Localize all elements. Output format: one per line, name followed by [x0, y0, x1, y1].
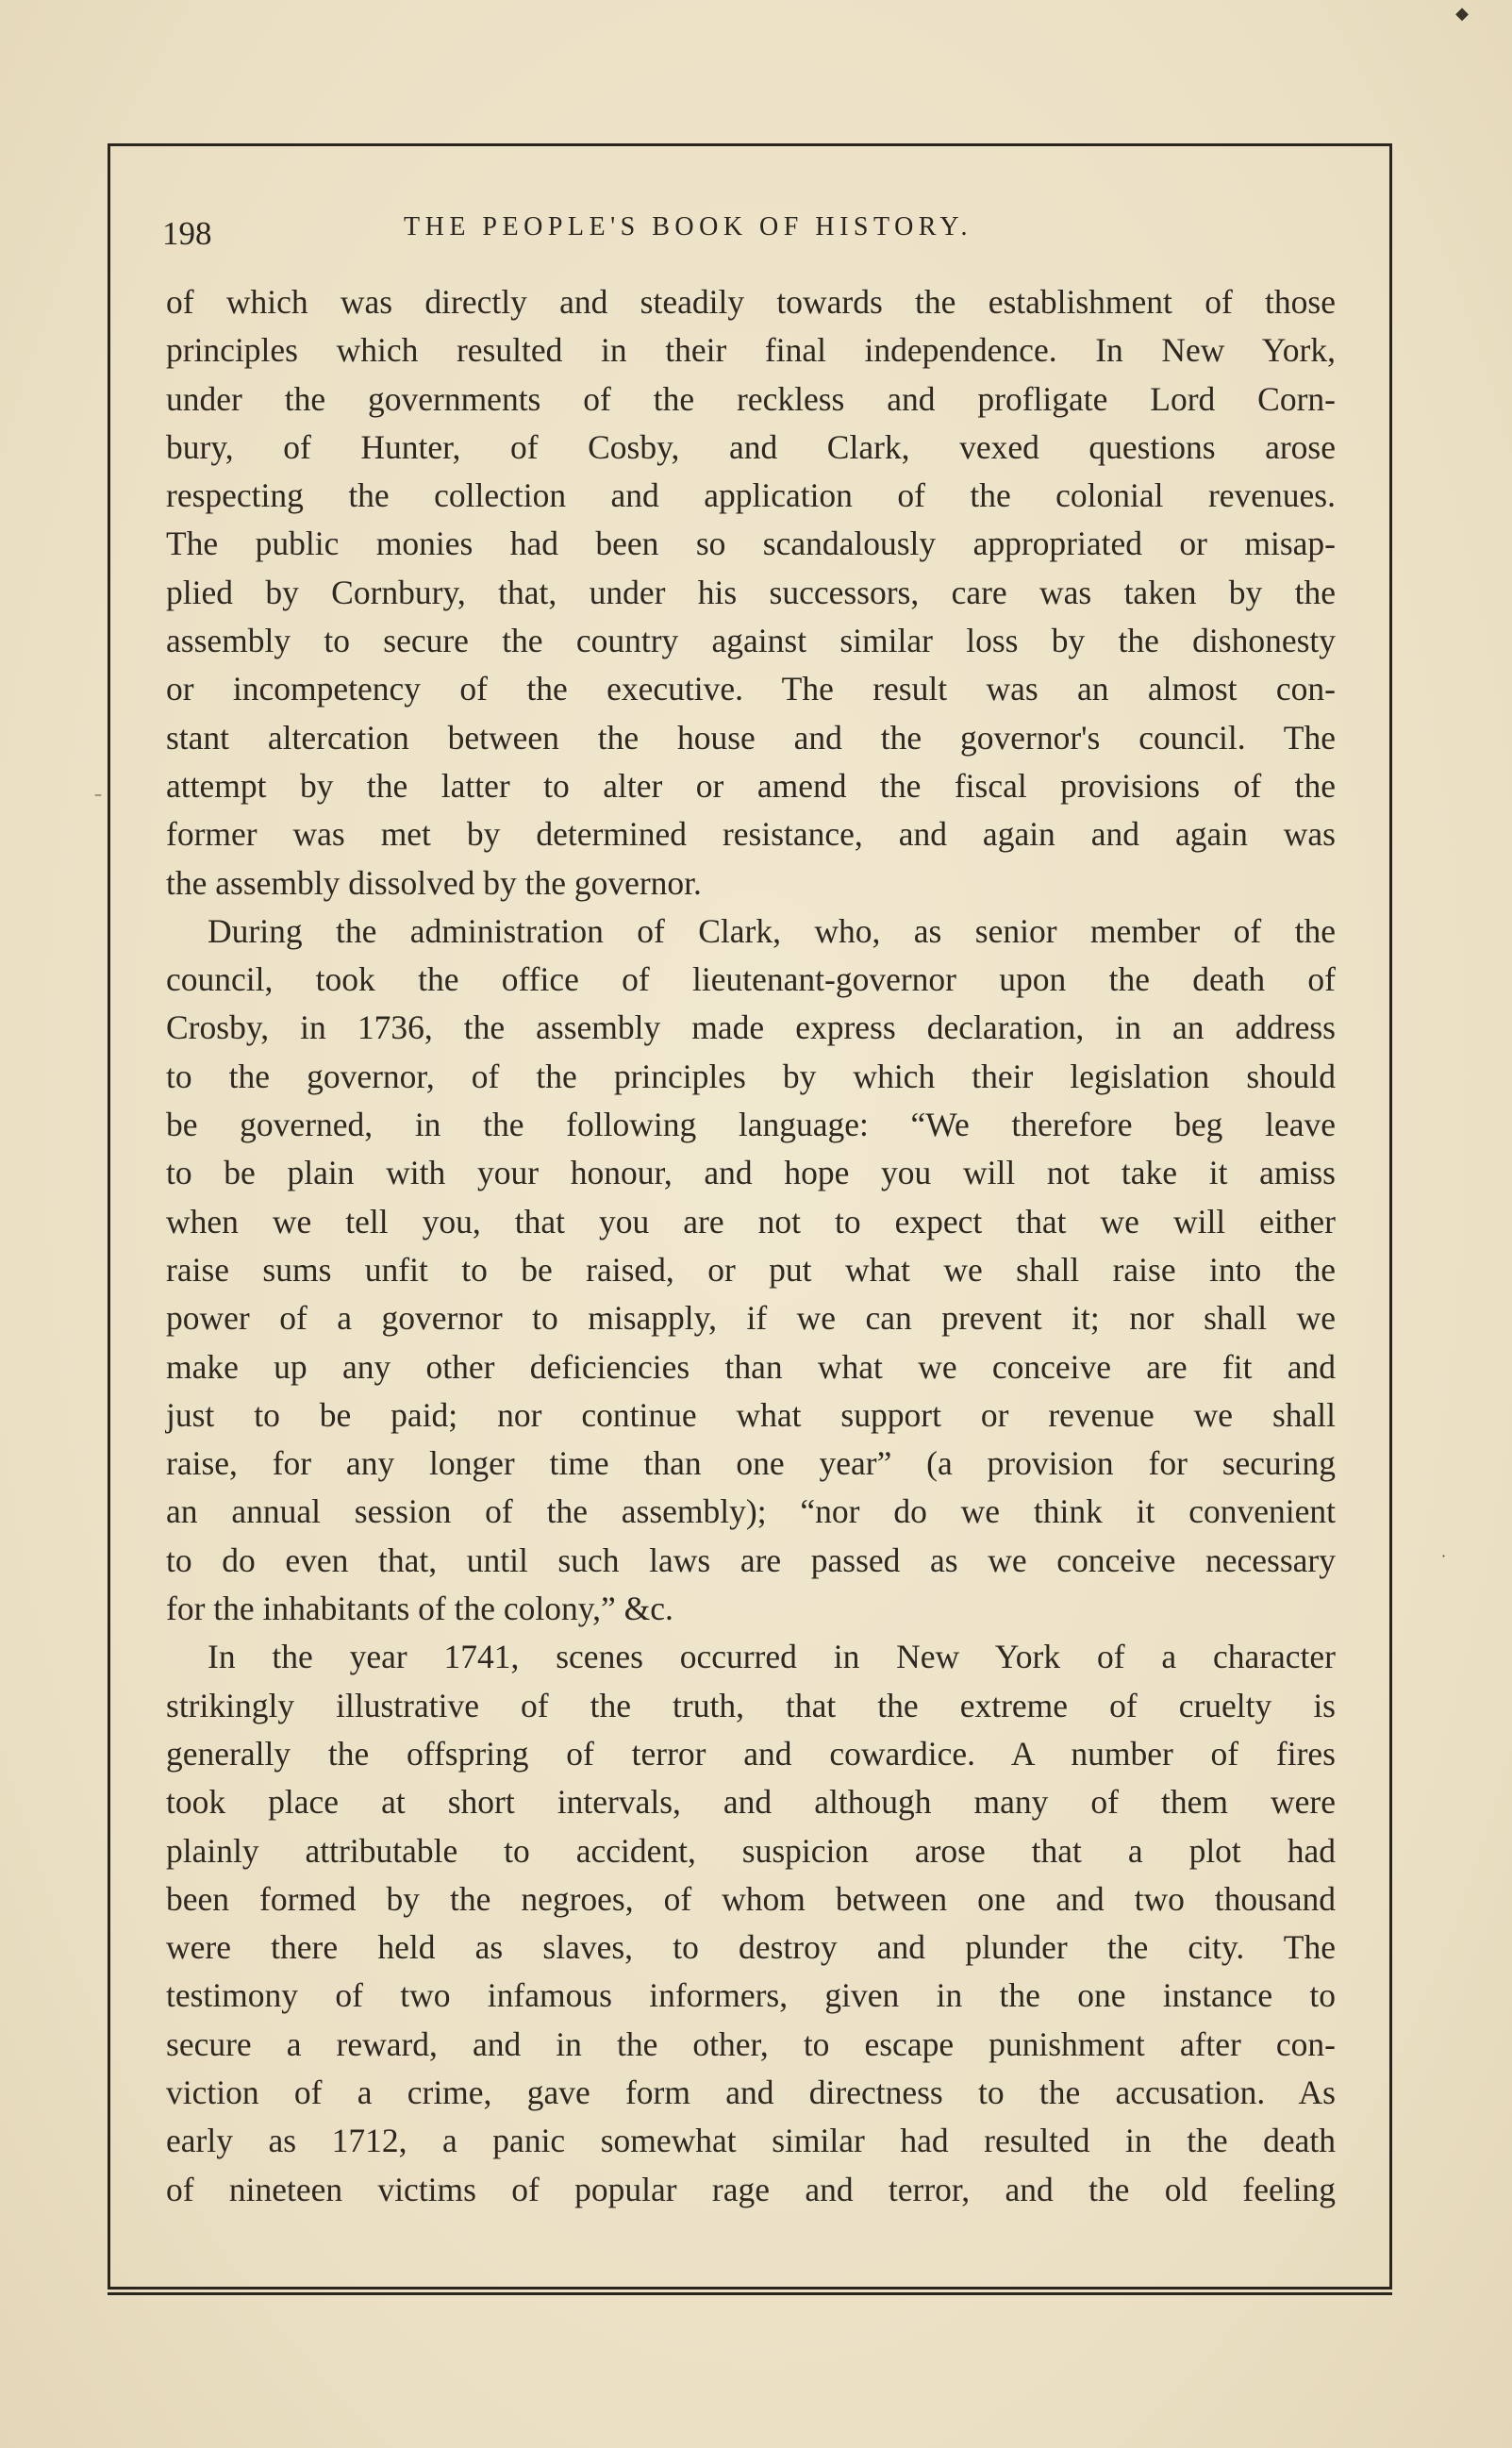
text-line: testimony of two infamous informers, given in the one instance to	[166, 1976, 1336, 2015]
text-line: early as 1712, a panic somewhat similar had resulted in the death	[166, 2122, 1336, 2160]
text-line: be governed, in the following language: “We therefore beg leave	[166, 1106, 1336, 1144]
text-line: of which was directly and steadily towards the establishment of those	[166, 283, 1336, 321]
text-line: assembly to secure the country against similar loss by the dishonesty	[166, 622, 1336, 660]
text-line: In the year 1741, scenes occurred in New York of a character	[208, 1638, 1336, 1676]
text-line: to do even that, until such laws are passed as we conceive necessary	[166, 1540, 1336, 1579]
text-line: raise sums unfit to be raised, or put what we shall raise into the	[166, 1250, 1336, 1289]
text-line: of nineteen victims of popular rage and terror, and the old feeling	[166, 2170, 1336, 2208]
text-line: raise, for any longer time than one year” (a provision for securing	[166, 1444, 1336, 1483]
margin-mark: –	[94, 785, 102, 803]
text-line: secure a reward, and in the other, to escape punishment after con-	[166, 2024, 1336, 2063]
corner-mark: ◆	[1455, 4, 1469, 24]
text-line: viction of a crime, gave form and directness to the accusation. As	[166, 2073, 1336, 2111]
text-line: were there held as slaves, to destroy and plunder the city. The	[166, 1928, 1336, 1967]
text-line: stant altercation between the house and the governor's council. The	[166, 718, 1336, 757]
text-line: just to be paid; nor continue what support or revenue we shall	[166, 1395, 1336, 1434]
text-line: Crosby, in 1736, the assembly made express declaration, in an address	[166, 1008, 1336, 1047]
page-number: 198	[162, 215, 212, 252]
text-line: During the administration of Clark, who, as senior member of the	[208, 911, 1336, 950]
text-line: generally the offspring of terror and cowardice. A number of fires	[166, 1734, 1336, 1773]
book-title: THE PEOPLE'S BOOK OF HISTORY.	[404, 212, 973, 241]
text-line: strikingly illustrative of the truth, that the extreme of cruelty is	[166, 1686, 1336, 1724]
text-line: when we tell you, that you are not to expect that we will either	[166, 1202, 1336, 1241]
text-line: power of a governor to misapply, if we can prevent it; nor shall we	[166, 1299, 1336, 1338]
text-line: respecting the collection and application of the colonial revenues.	[166, 476, 1336, 515]
running-head	[162, 212, 1349, 269]
text-line: an annual session of the assembly); “nor do we think it convenient	[166, 1492, 1336, 1531]
text-line: to be plain with your honour, and hope you will not take it amiss	[166, 1154, 1336, 1192]
text-line: plainly attributable to accident, suspicion arose that a plot had	[166, 1831, 1336, 1870]
body-text	[166, 278, 1336, 2214]
text-line: attempt by the latter to alter or amend the fiscal provisions of the	[166, 766, 1336, 805]
text-line: bury, of Hunter, of Cosby, and Clark, vexed questions arose	[166, 427, 1336, 466]
text-line: The public monies had been so scandalously appropriated or misap-	[166, 525, 1336, 563]
text-line: make up any other deficiencies than what we conceive are fit and	[166, 1347, 1336, 1386]
text-line: for the inhabitants of the colony,” &c.	[166, 1590, 673, 1628]
margin-mark: ·	[1441, 1547, 1447, 1565]
text-line: took place at short intervals, and although many of them were	[166, 1783, 1336, 1822]
text-line: plied by Cornbury, that, under his successors, care was taken by the	[166, 573, 1336, 611]
text-line: been formed by the negroes, of whom between one and two thousand	[166, 1879, 1336, 1918]
text-line: to the governor, of the principles by which their legislation should	[166, 1057, 1336, 1095]
text-line: former was met by determined resistance, and again and again was	[166, 815, 1336, 854]
text-line: under the governments of the reckless and profligate Lord Corn-	[166, 379, 1336, 418]
text-line: or incompetency of the executive. The result was an almost con-	[166, 670, 1336, 708]
text-line: the assembly dissolved by the governor.	[166, 863, 702, 902]
text-line: principles which resulted in their final independence. In New York,	[166, 331, 1336, 370]
text-line: council, took the office of lieutenant-governor upon the death of	[166, 960, 1336, 999]
